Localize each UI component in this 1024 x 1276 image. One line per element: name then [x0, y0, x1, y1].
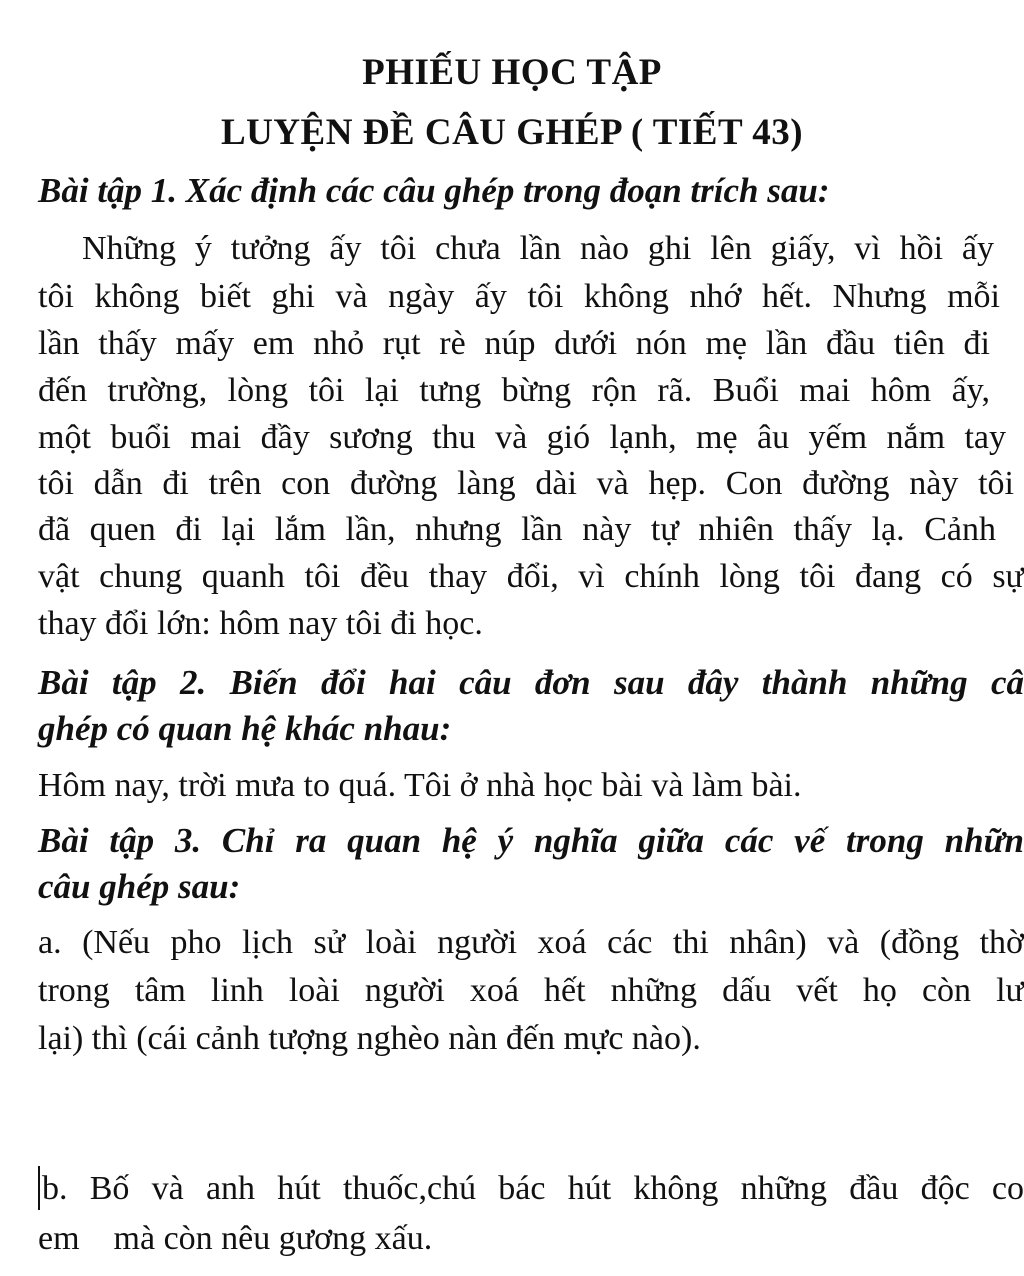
exercise-3-item-b-line: b. Bố và anh hút thuốc,chú bác hút không những đầu độc co	[42, 1170, 1024, 1207]
exercise-3-heading: Bài tập 3. Chỉ ra quan hệ ý nghĩa giữa các vế trong nhữn	[38, 821, 1024, 860]
text-cursor	[38, 1166, 40, 1210]
exercise-1-line: đến trường, lòng tôi lại tưng bừng rộn rã. Buổi mai hôm ấy,	[38, 372, 990, 409]
exercise-1-line: vật chung quanh tôi đều thay đổi, vì chính lòng tôi đang có sự	[38, 558, 1024, 595]
exercise-1-line: đã quen đi lại lắm lần, nhưng lần này tự nhiên thấy lạ. Cảnh	[38, 511, 996, 548]
exercise-1-heading: Bài tập 1. Xác định các câu ghép trong đoạn trích sau:	[38, 171, 830, 210]
exercise-2-heading: Bài tập 2. Biến đổi hai câu đơn sau đây thành những câ	[38, 663, 1024, 702]
worksheet-title: PHIẾU HỌC TẬP	[362, 52, 662, 93]
worksheet-subtitle: LUYỆN ĐỀ CÂU GHÉP ( TIẾT 43)	[220, 112, 804, 153]
exercise-2-sentences: Hôm nay, trời mưa to quá. Tôi ở nhà học bài và làm bài.	[38, 767, 802, 804]
exercise-1-line: Những ý tưởng ấy tôi chưa lần nào ghi lên giấy, vì hồi ấy	[82, 230, 994, 267]
exercise-1-line: tôi dẫn đi trên con đường làng dài và hẹp. Con đường này tôi	[38, 465, 1014, 502]
exercise-1-line: tôi không biết ghi và ngày ấy tôi không nhớ hết. Nhưng mỗi	[38, 278, 1000, 315]
exercise-3-item-b-line: em mà còn nêu gương xấu.	[38, 1220, 433, 1257]
exercise-3-item-a-line: trong tâm linh loài người xoá hết những dấu vết họ còn lư	[38, 972, 1024, 1009]
exercise-2-heading-continued: ghép có quan hệ khác nhau:	[38, 709, 452, 748]
exercise-3-heading-continued: câu ghép sau:	[38, 867, 241, 906]
exercise-1-line: thay đổi lớn: hôm nay tôi đi học.	[38, 605, 483, 642]
exercise-1-line: một buổi mai đầy sương thu và gió lạnh, mẹ âu yếm nắm tay	[38, 419, 1006, 456]
exercise-3-item-a-line: a. (Nếu pho lịch sử loài người xoá các thi nhân) và (đồng thờ	[38, 924, 1024, 961]
exercise-1-line: lần thấy mấy em nhỏ rụt rè núp dưới nón mẹ lần đầu tiên đi	[38, 325, 990, 362]
exercise-3-item-a-line: lại) thì (cái cảnh tượng nghèo nàn đến mực nào).	[38, 1020, 701, 1057]
